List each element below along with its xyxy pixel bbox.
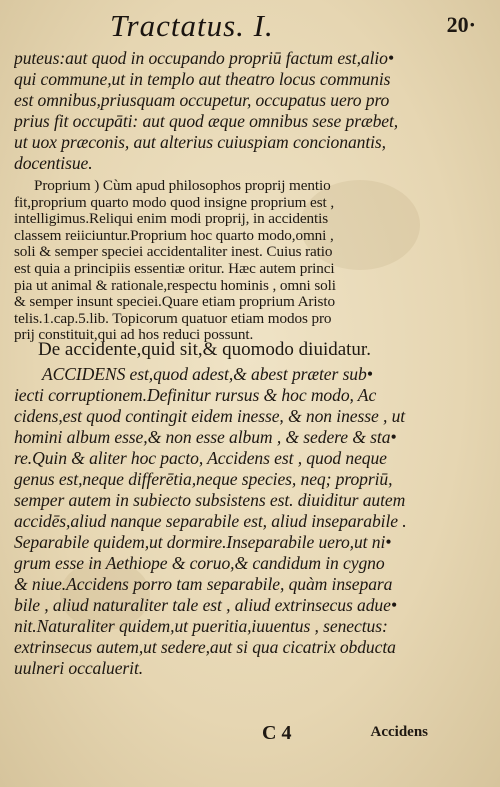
text-line: intelligimus.Reliqui enim modi proprij, in accidentis [14,211,329,228]
text-line: classem reiiciuntur.Proprium hoc quarto modo,omni , [14,227,334,244]
text-line: pia ut animal & rationale,respectu hominis , omni soli [14,277,336,294]
text-line: prij constituit,qui ad hos reduci possunt. [14,327,254,344]
text-line: ACCIDENS est,quod adest,& abest præter sub• [42,364,373,384]
text-line: puteus:aut quod in occupando propriū factum est,alio• [14,48,394,68]
text-line: docentisue. [14,153,93,173]
text-line: Separabile quidem,ut dormire.Inseparabile uero,ut ni• [14,532,392,552]
text-line: extrinsecus autem,ut sedere,aut si qua cicatrix obducta [14,637,396,657]
text-line: re.Quin & aliter hoc pacto, Accidens est , quod neque [14,448,387,468]
text-line: uulneri occaluerit. [14,658,144,678]
text-line: prius fit occupāti: aut quod æque omnibus sese præbet, [14,111,399,131]
text-line: homini album esse,& non esse album , & sedere & sta• [14,427,397,447]
text-line: telis.1.cap.5.lib. Topicorum quatuor etiam modos pro [14,310,332,327]
paragraph-1 [14,48,486,174]
catchword: Accidens [370,724,428,740]
text-line: accidēs,aliud nanque separabile est, aliud inseparabile . [14,511,407,531]
text-line: soli & semper speciei accidentaliter inest. Cuius ratio [14,244,333,261]
text-line: bile , aliud naturaliter tale est , aliud extrinsecus adue• [14,595,397,615]
running-title: Tractatus. I. [110,8,274,43]
text-line: nit.Naturaliter quidem,ut pueritia,iuuentus , senectus: [14,616,388,636]
text-line: semper autem in subiecto subsistens est. diuiditur autem [14,490,406,510]
text-line: fit,proprium quarto modo quod insigne proprium est , [14,194,335,211]
text-line: genus est,neque differētia,neque species, neq; propriū, [14,469,393,489]
text-line: est omnibus,priusquam occupetur, occupatus uero pro [14,90,390,110]
signature-mark: C 4 [262,722,292,744]
text-line: qui commune,ut in templo aut theatro locus communis [14,69,391,89]
text-line: & semper insunt speciei.Quare etiam proprium Aristo [14,294,335,311]
text-line: ut uox præconis, aut alterius cuiuspiam concionantis, [14,132,386,152]
text-line: Proprium ) Cùm apud philosophos proprij mentio [34,178,331,194]
text-line: & niue.Accidens porro tam separabile, quàm insepara [14,574,393,594]
paragraph-2 [14,178,486,344]
text-line: cidens,est quod contingit eidem inesse, & non inesse , ut [14,406,406,426]
text-line: grum esse in Aethiope & coruo,& candidum in cygno [14,553,385,573]
section-heading: De accidente,quid sit,& quomodo diuidatur. [38,339,371,360]
text-line: iecti corruptionem.Definitur rursus & hoc modo, Ac [14,385,377,405]
paragraph-3 [14,364,486,679]
text-line: est quia a principiis essentiæ oritur. Hæc autem princi [14,260,335,277]
page-number: 20· [446,12,476,37]
